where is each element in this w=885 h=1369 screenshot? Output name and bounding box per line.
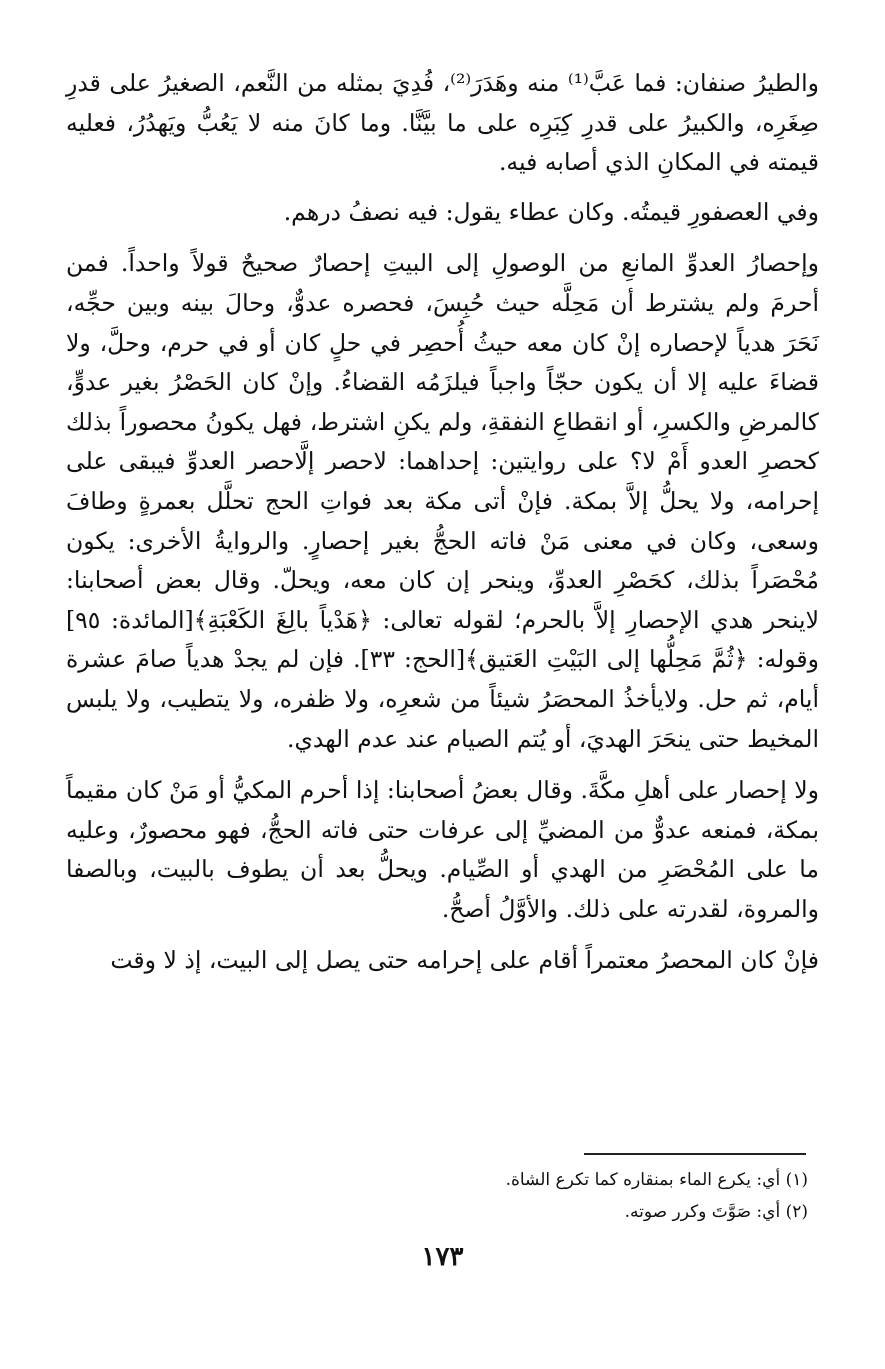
- page-body: [66, 64, 819, 993]
- page-number: ١٧٣: [421, 1242, 464, 1272]
- paragraph-makkah: ولا إحصار على أهلِ مكَّةَ. وقال بعضُ أصحابنا: إذا أحرم المكيُّ أو مَنْ كان مقيماً بمكة، فمنعه عدوٌّ من المضيِّ إلى عرفات حتى فاته الحجُّ، فهو محصورٌ، وعليه ما على المُحْصَرِ من الهدي أو الصِّيام. ويحلُّ بعد أن يطوف بالبيت، وبالصفا والمروة، لقدرته على ذلك. والأوَّلُ أصحُّ.: [66, 776, 819, 923]
- paragraph-birds: والطيرُ صنفان: فما عَبَّ⁽¹⁾ منه وهَدَرَ⁽²⁾، فُدِيَ بمثله من النَّعم، الصغيرُ على قدرِ صِغَرِه، والكبيرُ على قدرِ كِبَرِه على ما بيَّنَّا. وما كانَ منه لا يَعُبُّ ويَهدُرُ، فعليه قيمته في المكانِ الذي أصابه فيه.: [66, 69, 819, 177]
- paragraph-sparrow: وفي العصفورِ قيمتُه. وكان عطاء يقول: فيه نصفُ درهم.: [283, 197, 819, 226]
- footnote-1: (١) أي: يكرع الماء بمنقاره كما تكرع الشاة.: [505, 1170, 808, 1190]
- footnotes: [66, 1164, 808, 1228]
- paragraph-umrah: فإنْ كان المحصرُ معتمراً أقام على إحرامه حتى يصل إلى البيت، إذ لا وقت: [110, 946, 819, 975]
- paragraph-ihsar: وإحصارُ العدوِّ المانعِ من الوصولِ إلى البيتِ إحصارٌ صحيحٌ قولاً واحداً. فمن أحرمَ ولم يشترط أن مَحِلَّه حيث حُبِسَ، فحصره عدوٌّ، وحالَ بينه وبين حجِّه، نَحَرَ هدياً لإحصاره إنْ كان معه حيثُ أُحصِر في حلٍ كان أو في حرم، وحلَّ، ولا قضاءَ عليه إلا أن يكون حجّاً واجباً فيلزَمُه القضاءُ. وإنْ كان الحَصْرُ بغير عدوٍّ، كالمرضِ والكسرِ، أو انقطاعِ النفقةِ، ولم يكنِ اشترط، فهل يكونُ محصوراً بذلك كحصرِ العدو أَمْ لا؟ على روايتين: إحداهما: لاحصر إلَّاحصر العدوِّ فيبقى على إحرامه، ولا يحلُّ إلاَّ بمكة. فإنْ أتى مكة بعد فواتِ الحج تحلَّل بعمرةٍ وطافَ وسعى، وكان في معنى مَنْ فاته الحجُّ بغير إحصارٍ. والروايةُ الأخرى: يكون مُحْصَراً بذلك، كحَصْرِ العدوِّ، وينحر إن كان معه، ويحلّ. وقال بعض أصحابنا: لاينحر هدي الإحصارِ إلاَّ بالحرم؛ لقوله تعالى: ﴿هَدْياً بالِغَ الكَعْبَةِ﴾[المائدة: ٩٥] وقوله: ﴿ثُمَّ مَحِلُّها إلى البَيْتِ العَتيق﴾[الحج: ٣٣]. فإن لم يجدْ هدياً صامَ عشرة أيام، ثم حل. ولايأخذُ المحصَرُ شيئاً من شعرِه، ولا ظفره، ولا يتطيب، ولا يلبس المخيط حتى ينحَرَ الهديَ، أو يُتم الصيام عند عدم الهدي.: [66, 249, 819, 753]
- footnote-2: (٢) أي: صَوَّتَ وكرر صوته.: [624, 1202, 808, 1222]
- footnote-separator: [584, 1153, 806, 1155]
